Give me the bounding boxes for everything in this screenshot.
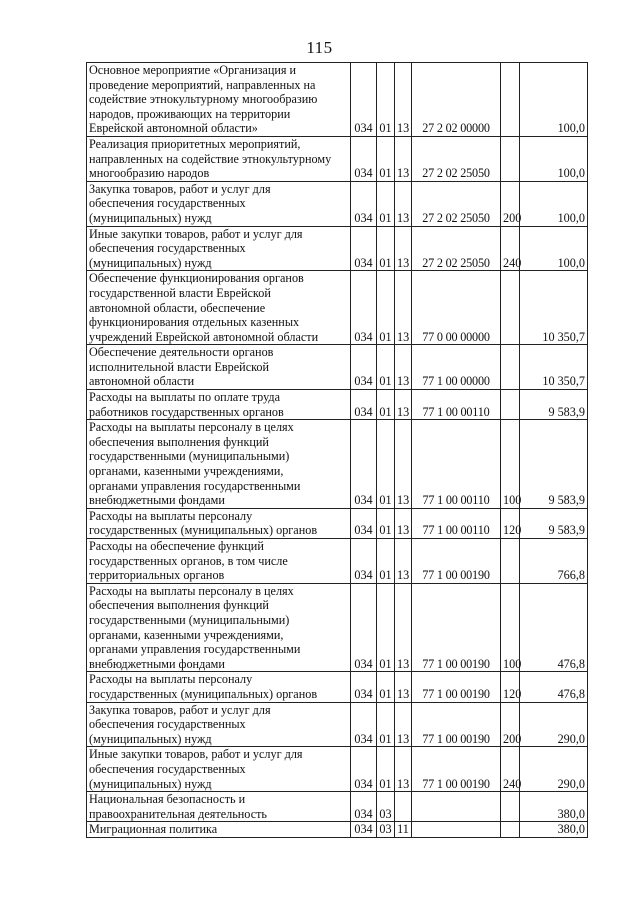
cell-grbs: 034 <box>351 822 377 838</box>
cell-target-article: 77 1 00 00110 <box>412 420 501 509</box>
cell-expense-type <box>501 539 520 584</box>
cell-target-article: 27 2 02 25050 <box>412 226 501 271</box>
cell-item-name <box>87 508 351 538</box>
item-name-line: государственными (муниципальными) <box>89 612 290 627</box>
cell-amount: 766,8 <box>520 539 588 584</box>
table-row <box>87 345 588 390</box>
table-row <box>87 672 588 702</box>
cell-grbs: 034 <box>351 390 377 420</box>
table-row <box>87 539 588 584</box>
table-row <box>87 508 588 538</box>
cell-target-article <box>412 822 501 838</box>
cell-section: 01 <box>377 672 395 702</box>
cell-target-article: 27 2 02 00000 <box>412 63 501 137</box>
item-name-line: государственными (муниципальными) <box>89 449 290 464</box>
cell-expense-type <box>501 63 520 137</box>
budget-table <box>86 62 588 838</box>
item-name-line: Закупка товаров, работ и услуг для <box>89 702 271 717</box>
item-name-line: народов, проживающих на территории <box>89 106 291 121</box>
cell-item-name <box>87 672 351 702</box>
cell-grbs: 034 <box>351 672 377 702</box>
cell-subsection: 13 <box>395 63 412 137</box>
item-name-line: обеспечения выполнения функций <box>89 434 269 449</box>
table-row <box>87 822 588 838</box>
cell-expense-type <box>501 345 520 390</box>
item-name-line: (муниципальных) нужд <box>89 210 212 225</box>
cell-amount: 100,0 <box>520 226 588 271</box>
cell-item-name <box>87 420 351 509</box>
item-name-line: государственных органов, в том числе <box>89 553 288 568</box>
page-number: 115 <box>306 38 333 57</box>
cell-grbs: 034 <box>351 181 377 226</box>
cell-amount: 100,0 <box>520 63 588 137</box>
item-name-line: обеспечения государственных <box>89 241 246 256</box>
cell-grbs: 034 <box>351 345 377 390</box>
cell-item-name <box>87 181 351 226</box>
cell-section: 01 <box>377 63 395 137</box>
cell-section: 01 <box>377 271 395 345</box>
cell-grbs: 034 <box>351 539 377 584</box>
cell-target-article: 77 1 00 00110 <box>412 390 501 420</box>
cell-item-name <box>87 271 351 345</box>
cell-expense-type <box>501 136 520 181</box>
cell-target-article <box>412 792 501 822</box>
item-name-line: обеспечения выполнения функций <box>89 598 269 613</box>
item-name-line: внебюджетными фондами <box>89 493 225 508</box>
cell-grbs: 034 <box>351 508 377 538</box>
cell-target-article: 77 1 00 00190 <box>412 539 501 584</box>
cell-amount: 9 583,9 <box>520 420 588 509</box>
cell-item-name <box>87 822 351 838</box>
cell-item-name <box>87 390 351 420</box>
cell-target-article: 77 1 00 00110 <box>412 508 501 538</box>
item-name-line: исполнительной власти Еврейской <box>89 359 270 374</box>
cell-expense-type: 200 <box>501 702 520 747</box>
cell-item-name <box>87 63 351 137</box>
table-row <box>87 583 588 672</box>
cell-subsection: 13 <box>395 747 412 792</box>
item-name-line: Реализация приоритетных мероприятий, <box>89 136 301 151</box>
item-name-line: направленных на содействие этнокультурному <box>89 151 332 166</box>
item-name-line: органами управления государственными <box>89 642 301 657</box>
cell-subsection: 13 <box>395 136 412 181</box>
item-name-line: многообразию народов <box>89 166 210 181</box>
table-row <box>87 747 588 792</box>
cell-section: 01 <box>377 508 395 538</box>
table-row <box>87 136 588 181</box>
cell-target-article: 77 0 00 00000 <box>412 271 501 345</box>
cell-section: 01 <box>377 539 395 584</box>
cell-grbs: 034 <box>351 702 377 747</box>
table-row <box>87 420 588 509</box>
cell-section: 01 <box>377 181 395 226</box>
item-name-line: государственных (муниципальных) органов <box>89 523 318 538</box>
cell-amount: 9 583,9 <box>520 390 588 420</box>
cell-target-article: 27 2 02 25050 <box>412 181 501 226</box>
cell-expense-type: 100 <box>501 420 520 509</box>
cell-amount: 100,0 <box>520 136 588 181</box>
item-name-line: территориальных органов <box>89 568 225 583</box>
cell-expense-type: 240 <box>501 747 520 792</box>
cell-subsection: 13 <box>395 420 412 509</box>
table-row <box>87 792 588 822</box>
cell-subsection: 13 <box>395 672 412 702</box>
cell-item-name <box>87 792 351 822</box>
cell-amount: 380,0 <box>520 822 588 838</box>
cell-expense-type: 120 <box>501 508 520 538</box>
item-name-line: Расходы на выплаты персоналу <box>89 508 253 523</box>
cell-amount: 9 583,9 <box>520 508 588 538</box>
item-name-line: Основное мероприятие «Организация и <box>89 63 297 77</box>
cell-section: 01 <box>377 226 395 271</box>
item-name-line: (муниципальных) нужд <box>89 731 212 746</box>
cell-amount: 476,8 <box>520 672 588 702</box>
cell-expense-type: 200 <box>501 181 520 226</box>
table-row <box>87 702 588 747</box>
table-row <box>87 271 588 345</box>
cell-grbs: 034 <box>351 420 377 509</box>
cell-target-article: 77 1 00 00000 <box>412 345 501 390</box>
cell-amount: 290,0 <box>520 747 588 792</box>
cell-section: 01 <box>377 136 395 181</box>
item-name-line: органами управления государственными <box>89 478 301 493</box>
cell-item-name <box>87 702 351 747</box>
cell-amount: 476,8 <box>520 583 588 672</box>
item-name-line: обеспечения государственных <box>89 196 246 211</box>
cell-grbs: 034 <box>351 792 377 822</box>
cell-expense-type <box>501 271 520 345</box>
item-name-line: Обеспечение деятельности органов <box>89 345 274 360</box>
cell-grbs: 034 <box>351 136 377 181</box>
cell-grbs: 034 <box>351 63 377 137</box>
item-name-line: функционирования отдельных казенных <box>89 315 300 330</box>
cell-grbs: 034 <box>351 583 377 672</box>
item-name-line: Расходы на обеспечение функций <box>89 539 264 553</box>
cell-subsection: 13 <box>395 583 412 672</box>
item-name-line: внебюджетными фондами <box>89 656 225 671</box>
cell-section: 01 <box>377 583 395 672</box>
item-name-line: Расходы на выплаты персоналу в целях <box>89 583 294 598</box>
cell-subsection: 13 <box>395 508 412 538</box>
cell-target-article: 77 1 00 00190 <box>412 747 501 792</box>
item-name-line: Расходы на выплаты персоналу <box>89 672 253 687</box>
cell-amount: 100,0 <box>520 181 588 226</box>
cell-subsection: 13 <box>395 702 412 747</box>
cell-item-name <box>87 226 351 271</box>
table-row <box>87 226 588 271</box>
item-name-line: Иные закупки товаров, работ и услуг для <box>89 747 303 762</box>
item-name-line: Закупка товаров, работ и услуг для <box>89 181 271 196</box>
cell-subsection: 13 <box>395 181 412 226</box>
cell-section: 03 <box>377 792 395 822</box>
cell-expense-type <box>501 390 520 420</box>
cell-section: 01 <box>377 345 395 390</box>
item-name-line: обеспечения государственных <box>89 717 246 732</box>
item-name-line: проведение мероприятий, направленных на <box>89 77 316 92</box>
cell-amount: 290,0 <box>520 702 588 747</box>
item-name-line: Обеспечение функционирования органов <box>89 271 304 286</box>
cell-expense-type: 240 <box>501 226 520 271</box>
cell-target-article: 77 1 00 00190 <box>412 672 501 702</box>
cell-expense-type: 120 <box>501 672 520 702</box>
cell-section: 01 <box>377 747 395 792</box>
item-name-line: (муниципальных) нужд <box>89 255 212 270</box>
cell-grbs: 034 <box>351 226 377 271</box>
cell-target-article: 77 1 00 00190 <box>412 702 501 747</box>
item-name-line: обеспечения государственных <box>89 761 246 776</box>
cell-amount: 10 350,7 <box>520 271 588 345</box>
cell-grbs: 034 <box>351 747 377 792</box>
cell-target-article: 27 2 02 25050 <box>412 136 501 181</box>
cell-expense-type: 100 <box>501 583 520 672</box>
cell-section: 01 <box>377 420 395 509</box>
table-body <box>87 63 588 838</box>
cell-section: 01 <box>377 702 395 747</box>
item-name-line: автономной области <box>89 374 195 389</box>
cell-subsection: 11 <box>395 822 412 838</box>
item-name-line: Миграционная политика <box>89 822 218 837</box>
cell-amount: 10 350,7 <box>520 345 588 390</box>
cell-item-name <box>87 136 351 181</box>
cell-subsection: 13 <box>395 345 412 390</box>
item-name-line: правоохранительная деятельность <box>89 806 267 821</box>
item-name-line: Национальная безопасность и <box>89 792 246 807</box>
cell-subsection: 13 <box>395 539 412 584</box>
item-name-line: работников государственных органов <box>89 404 284 419</box>
item-name-line: (муниципальных) нужд <box>89 776 212 791</box>
cell-subsection: 13 <box>395 390 412 420</box>
table-row <box>87 63 588 137</box>
cell-target-article: 77 1 00 00190 <box>412 583 501 672</box>
cell-item-name <box>87 747 351 792</box>
table-row <box>87 390 588 420</box>
cell-expense-type <box>501 792 520 822</box>
cell-section: 03 <box>377 822 395 838</box>
item-name-line: Расходы на выплаты персоналу в целях <box>89 420 294 435</box>
cell-expense-type <box>501 822 520 838</box>
item-name-line: Иные закупки товаров, работ и услуг для <box>89 226 303 241</box>
item-name-line: Расходы на выплаты по оплате труда <box>89 390 281 405</box>
item-name-line: автономной области, обеспечение <box>89 300 266 315</box>
cell-item-name <box>87 345 351 390</box>
item-name-line: государственных (муниципальных) органов <box>89 686 318 701</box>
cell-item-name <box>87 539 351 584</box>
item-name-line: Еврейской автономной области» <box>89 121 258 136</box>
cell-subsection: 13 <box>395 271 412 345</box>
item-name-line: органами, казенными учреждениями, <box>89 464 284 479</box>
item-name-line: учреждений Еврейской автономной области <box>89 329 319 344</box>
item-name-line: органами, казенными учреждениями, <box>89 627 284 642</box>
cell-subsection <box>395 792 412 822</box>
cell-amount: 380,0 <box>520 792 588 822</box>
cell-grbs: 034 <box>351 271 377 345</box>
cell-section: 01 <box>377 390 395 420</box>
item-name-line: государственной власти Еврейской <box>89 285 271 300</box>
item-name-line: содействие этнокультурному многообразию <box>89 92 318 107</box>
cell-subsection: 13 <box>395 226 412 271</box>
cell-item-name <box>87 583 351 672</box>
table-row <box>87 181 588 226</box>
